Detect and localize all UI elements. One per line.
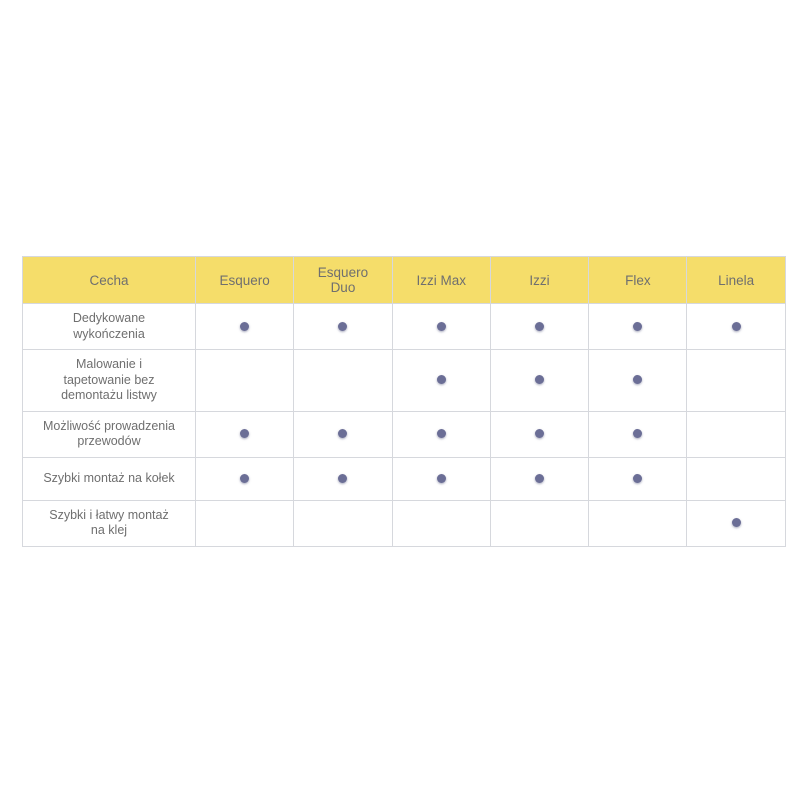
filled-dot-icon xyxy=(633,322,642,331)
mark-cell xyxy=(392,350,490,412)
filled-dot-icon xyxy=(732,518,741,527)
filled-dot-icon xyxy=(535,429,544,438)
filled-dot-icon xyxy=(535,322,544,331)
mark-cell xyxy=(490,350,588,412)
mark-cell xyxy=(196,350,294,412)
feature-label: Malowanie i tapetowanie bez demontażu listwy xyxy=(23,350,196,412)
table-row xyxy=(23,457,786,500)
mark-cell xyxy=(196,500,294,546)
mark-cell xyxy=(687,457,785,500)
table-row xyxy=(23,304,786,350)
column-header-esquero-duo: Esquero Duo xyxy=(294,257,392,304)
mark-cell xyxy=(490,457,588,500)
column-header-linela: Linela xyxy=(687,257,785,304)
mark-cell xyxy=(589,350,687,412)
column-header-izzi: Izzi xyxy=(490,257,588,304)
mark-cell xyxy=(687,500,785,546)
product-comparison-table xyxy=(22,256,786,547)
mark-cell xyxy=(392,500,490,546)
mark-cell xyxy=(589,500,687,546)
comparison-table-container xyxy=(22,256,778,547)
feature-label: Dedykowane wykończenia xyxy=(23,304,196,350)
mark-cell xyxy=(196,457,294,500)
mark-cell xyxy=(589,411,687,457)
filled-dot-icon xyxy=(240,322,249,331)
column-header-flex: Flex xyxy=(589,257,687,304)
mark-cell xyxy=(294,411,392,457)
filled-dot-icon xyxy=(240,429,249,438)
column-header-izzi-max: Izzi Max xyxy=(392,257,490,304)
filled-dot-icon xyxy=(633,375,642,384)
mark-cell xyxy=(490,411,588,457)
filled-dot-icon xyxy=(535,474,544,483)
mark-cell xyxy=(392,304,490,350)
mark-cell xyxy=(392,411,490,457)
mark-cell xyxy=(392,457,490,500)
feature-label: Szybki i łatwy montaż na klej xyxy=(23,500,196,546)
table-body xyxy=(23,304,786,547)
mark-cell xyxy=(687,350,785,412)
table-header-row xyxy=(23,257,786,304)
filled-dot-icon xyxy=(240,474,249,483)
mark-cell xyxy=(589,304,687,350)
mark-cell xyxy=(196,304,294,350)
filled-dot-icon xyxy=(732,322,741,331)
mark-cell xyxy=(589,457,687,500)
mark-cell xyxy=(294,457,392,500)
filled-dot-icon xyxy=(633,429,642,438)
filled-dot-icon xyxy=(437,322,446,331)
mark-cell xyxy=(294,304,392,350)
filled-dot-icon xyxy=(535,375,544,384)
column-header-esquero: Esquero xyxy=(196,257,294,304)
filled-dot-icon xyxy=(338,322,347,331)
filled-dot-icon xyxy=(338,429,347,438)
filled-dot-icon xyxy=(437,474,446,483)
filled-dot-icon xyxy=(437,375,446,384)
column-header-feature: Cecha xyxy=(23,257,196,304)
mark-cell xyxy=(294,350,392,412)
filled-dot-icon xyxy=(633,474,642,483)
mark-cell xyxy=(294,500,392,546)
feature-label: Możliwość prowadzenia przewodów xyxy=(23,411,196,457)
mark-cell xyxy=(490,500,588,546)
filled-dot-icon xyxy=(437,429,446,438)
table-row xyxy=(23,350,786,412)
mark-cell xyxy=(687,411,785,457)
filled-dot-icon xyxy=(338,474,347,483)
mark-cell xyxy=(687,304,785,350)
mark-cell xyxy=(490,304,588,350)
table-row xyxy=(23,500,786,546)
table-row xyxy=(23,411,786,457)
feature-label: Szybki montaż na kołek xyxy=(23,457,196,500)
table-header xyxy=(23,257,786,304)
mark-cell xyxy=(196,411,294,457)
